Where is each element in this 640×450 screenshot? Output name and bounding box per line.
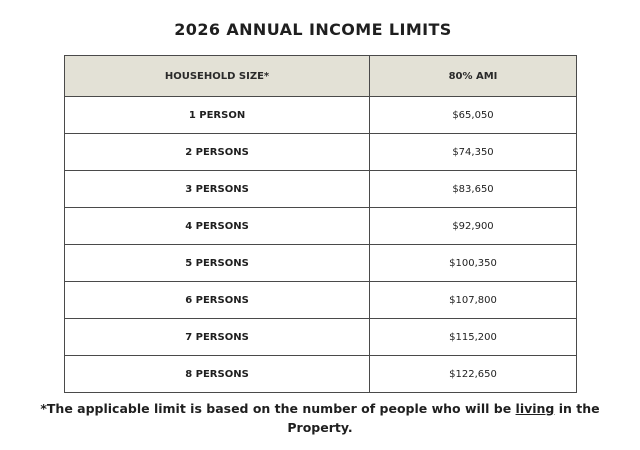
household-size-cell: 3 PERSONS [65, 171, 370, 208]
footnote [10, 399, 630, 437]
income-limit-cell: $74,350 [370, 134, 577, 171]
income-limit-cell: $65,050 [370, 97, 577, 134]
header-household-size: HOUSEHOLD SIZE* [65, 56, 370, 97]
table-row [65, 245, 577, 282]
table-row [65, 356, 577, 393]
household-size-cell: 6 PERSONS [65, 282, 370, 319]
household-size-cell: 1 PERSON [65, 97, 370, 134]
header-80-ami: 80% AMI [370, 56, 577, 97]
table-header-row [65, 56, 577, 97]
page-title: 2026 ANNUAL INCOME LIMITS [174, 20, 452, 39]
income-limits-table [64, 55, 577, 393]
footnote-underlined-word: living [515, 401, 555, 416]
household-size-cell: 7 PERSONS [65, 319, 370, 356]
income-limit-cell: $122,650 [370, 356, 577, 393]
income-limit-cell: $107,800 [370, 282, 577, 319]
income-limit-cell: $115,200 [370, 319, 577, 356]
table-row [65, 134, 577, 171]
household-size-cell: 2 PERSONS [65, 134, 370, 171]
household-size-cell: 4 PERSONS [65, 208, 370, 245]
income-limit-cell: $83,650 [370, 171, 577, 208]
household-size-cell: 5 PERSONS [65, 245, 370, 282]
income-limit-cell: $100,350 [370, 245, 577, 282]
table-row [65, 282, 577, 319]
table-row [65, 208, 577, 245]
footnote-text: *The applicable limit is based on the number of people who will be [40, 401, 516, 416]
household-size-cell: 8 PERSONS [65, 356, 370, 393]
table-row [65, 97, 577, 134]
footnote-text-end: in the Property. [287, 401, 600, 435]
income-limit-cell: $92,900 [370, 208, 577, 245]
table-row [65, 319, 577, 356]
table-row [65, 171, 577, 208]
